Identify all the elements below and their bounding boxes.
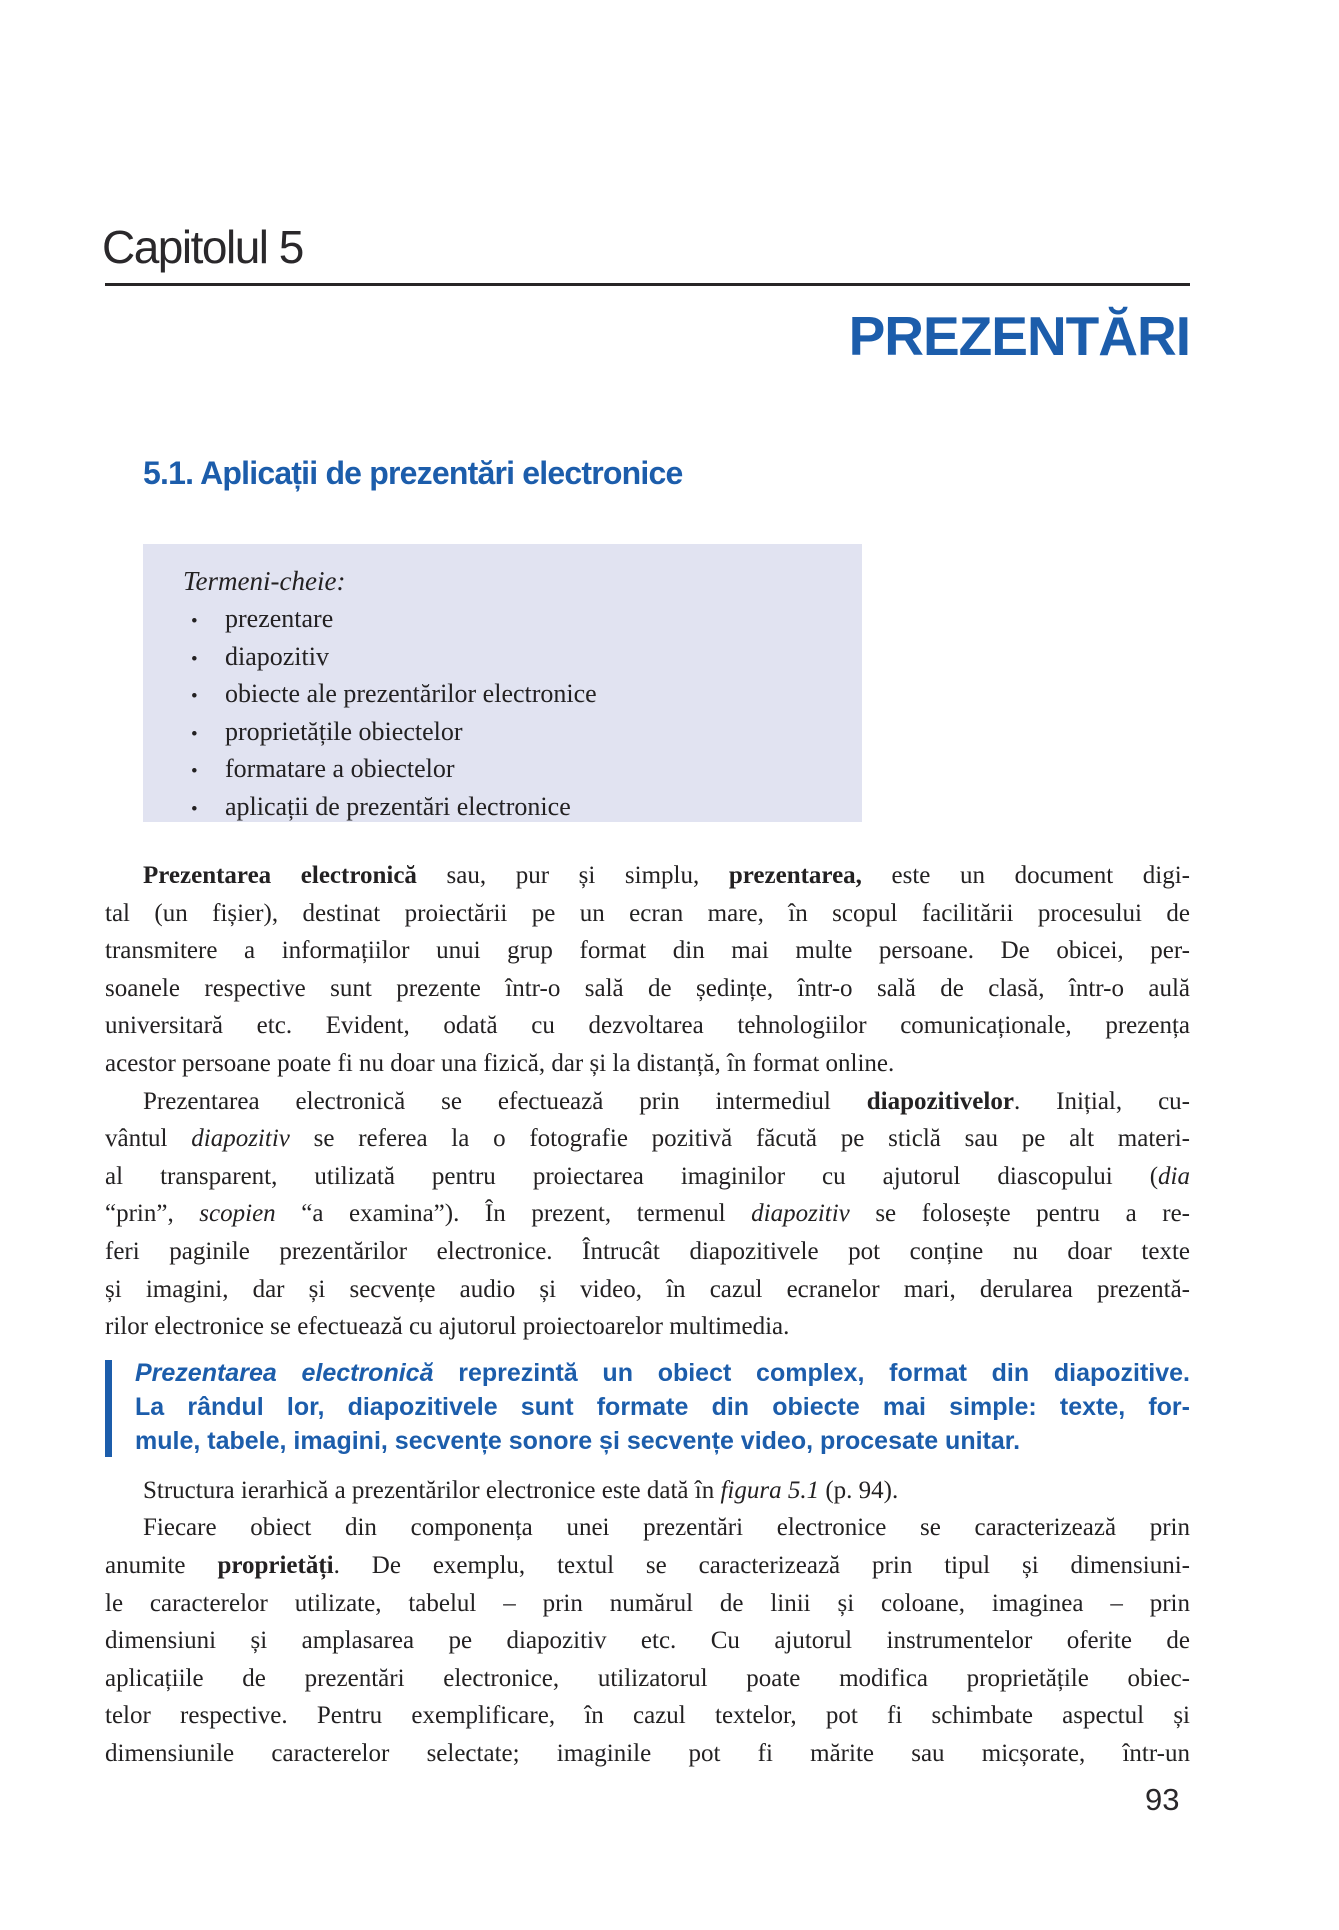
text-line: universitară etc. Evident, odată cu dezvoltarea tehnologiilor comunicaționale, prezența bbox=[105, 1012, 1190, 1040]
section-heading: 5.1. Aplicații de prezentări electronice bbox=[143, 455, 683, 491]
key-term-item bbox=[183, 677, 838, 715]
text-line: “prin”, scopien “a examina”). În prezent, termenul diapozitiv se folosește pentru a re- bbox=[105, 1200, 1191, 1228]
text-line: Structura ierarhică a prezentărilor electronice este dată în figura 5.1 (p. 94). bbox=[143, 1476, 899, 1504]
page-number: 93 bbox=[1145, 1782, 1180, 1817]
paragraph bbox=[105, 857, 1190, 1083]
text-line: soanele respective sunt prezente într-o sală de ședințe, într-o sală de clasă, într-o aulă bbox=[105, 974, 1190, 1002]
text-line: rilor electronice se efectuează cu ajutorul proiectoarelor multimedia. bbox=[105, 1313, 790, 1341]
text-line: Prezentarea electronică sau, pur și simplu, prezentarea, este un document digi- bbox=[143, 862, 1191, 889]
text-line: telor respective. Pentru exemplificare, în cazul textelor, pot fi schimbate aspectul și bbox=[105, 1702, 1190, 1730]
text-line: dimensiuni și amplasarea pe diapozitiv etc. Cu ajutorul instrumentelor oferite de bbox=[105, 1627, 1190, 1655]
key-terms-label: Termeni-cheie: bbox=[183, 566, 346, 596]
chapter-rule bbox=[105, 283, 1190, 286]
text-line: acestor persoane poate fi nu doar una fizică, dar și la distanță, în format online. bbox=[105, 1049, 895, 1077]
key-term-item bbox=[183, 640, 838, 678]
callout-text bbox=[135, 1356, 1190, 1458]
callout-line: mule, tabele, imagini, secvențe sonore și secvențe video, procesate unitar. bbox=[135, 1426, 1021, 1455]
key-term-item bbox=[183, 602, 838, 640]
text-line: vântul diapozitiv se referea la o fotografie pozitivă făcută pe sticlă sau pe alt materi- bbox=[105, 1125, 1190, 1153]
callout-line: Prezentarea electronică reprezintă un obiect complex, format din diapozitive. bbox=[135, 1358, 1190, 1387]
text-line: anumite proprietăți. De exemplu, textul se caracterizează prin tipul și dimensiuni- bbox=[105, 1551, 1190, 1579]
paragraph bbox=[105, 1509, 1190, 1772]
bullet-icon: • bbox=[191, 611, 198, 632]
text-line: feri paginile prezentărilor electronice. Întrucât diapozitivele pot conține nu doar texte bbox=[105, 1237, 1190, 1265]
text-line: tal (un fișier), destinat proiectării pe un ecran mare, în scopul facilitării procesului de bbox=[105, 899, 1190, 927]
key-term-item bbox=[183, 790, 838, 828]
key-term-text: prezentare bbox=[225, 604, 334, 633]
text-line: Fiecare obiect din componența unei prezentări electronice se caracterizează prin bbox=[143, 1514, 1190, 1542]
key-terms-box bbox=[143, 544, 862, 822]
text-line: și imagini, dar și secvențe audio și video, în cazul ecranelor mari, derularea prezentă- bbox=[105, 1275, 1190, 1303]
bullet-icon: • bbox=[191, 723, 198, 745]
key-term-text: obiecte ale prezentărilor electronice bbox=[225, 679, 597, 708]
chapter-label: Capitolul 5 bbox=[102, 221, 303, 273]
bullet-icon: • bbox=[191, 686, 198, 707]
paragraph bbox=[105, 1472, 1190, 1510]
key-term-text: diapozitiv bbox=[225, 641, 329, 671]
key-term-item bbox=[183, 752, 838, 790]
key-term-item bbox=[183, 715, 838, 753]
callout bbox=[105, 1356, 1190, 1458]
text-line: aplicațiile de prezentări electronice, utilizatorul poate modifica proprietățile obiec- bbox=[105, 1664, 1190, 1692]
key-terms-list bbox=[183, 602, 838, 827]
page-title: PREZENTĂRI bbox=[848, 305, 1190, 367]
paragraph bbox=[105, 1083, 1190, 1346]
bullet-icon: • bbox=[191, 761, 198, 782]
key-term-text: formatare a obiectelor bbox=[225, 754, 455, 783]
body-text bbox=[105, 857, 1190, 1772]
text-line: transmitere a informațiilor unui grup format din mai multe persoane. De obicei, per- bbox=[105, 937, 1190, 965]
bullet-icon: • bbox=[191, 648, 198, 670]
text-line: Prezentarea electronică se efectuează prin intermediul diapozitivelor. Inițial, cu- bbox=[143, 1087, 1190, 1115]
key-term-text: proprietățile obiectelor bbox=[225, 716, 463, 746]
callout-line: La rândul lor, diapozitivele sunt formate din obiecte mai simple: texte, for- bbox=[135, 1392, 1190, 1421]
bullet-icon: • bbox=[191, 798, 198, 820]
key-term-text: aplicații de prezentări electronice bbox=[225, 791, 571, 821]
text-line: al transparent, utilizată pentru proiectarea imaginilor cu ajutorul diascopului (dia bbox=[105, 1162, 1190, 1190]
text-line: le caracterelor utilizate, tabelul – prin numărul de linii și coloane, imaginea – prin bbox=[105, 1589, 1190, 1617]
text-line: dimensiunile caracterelor selectate; imaginile pot fi mărite sau micșorate, într-un bbox=[105, 1739, 1190, 1767]
callout-bar bbox=[105, 1360, 112, 1457]
